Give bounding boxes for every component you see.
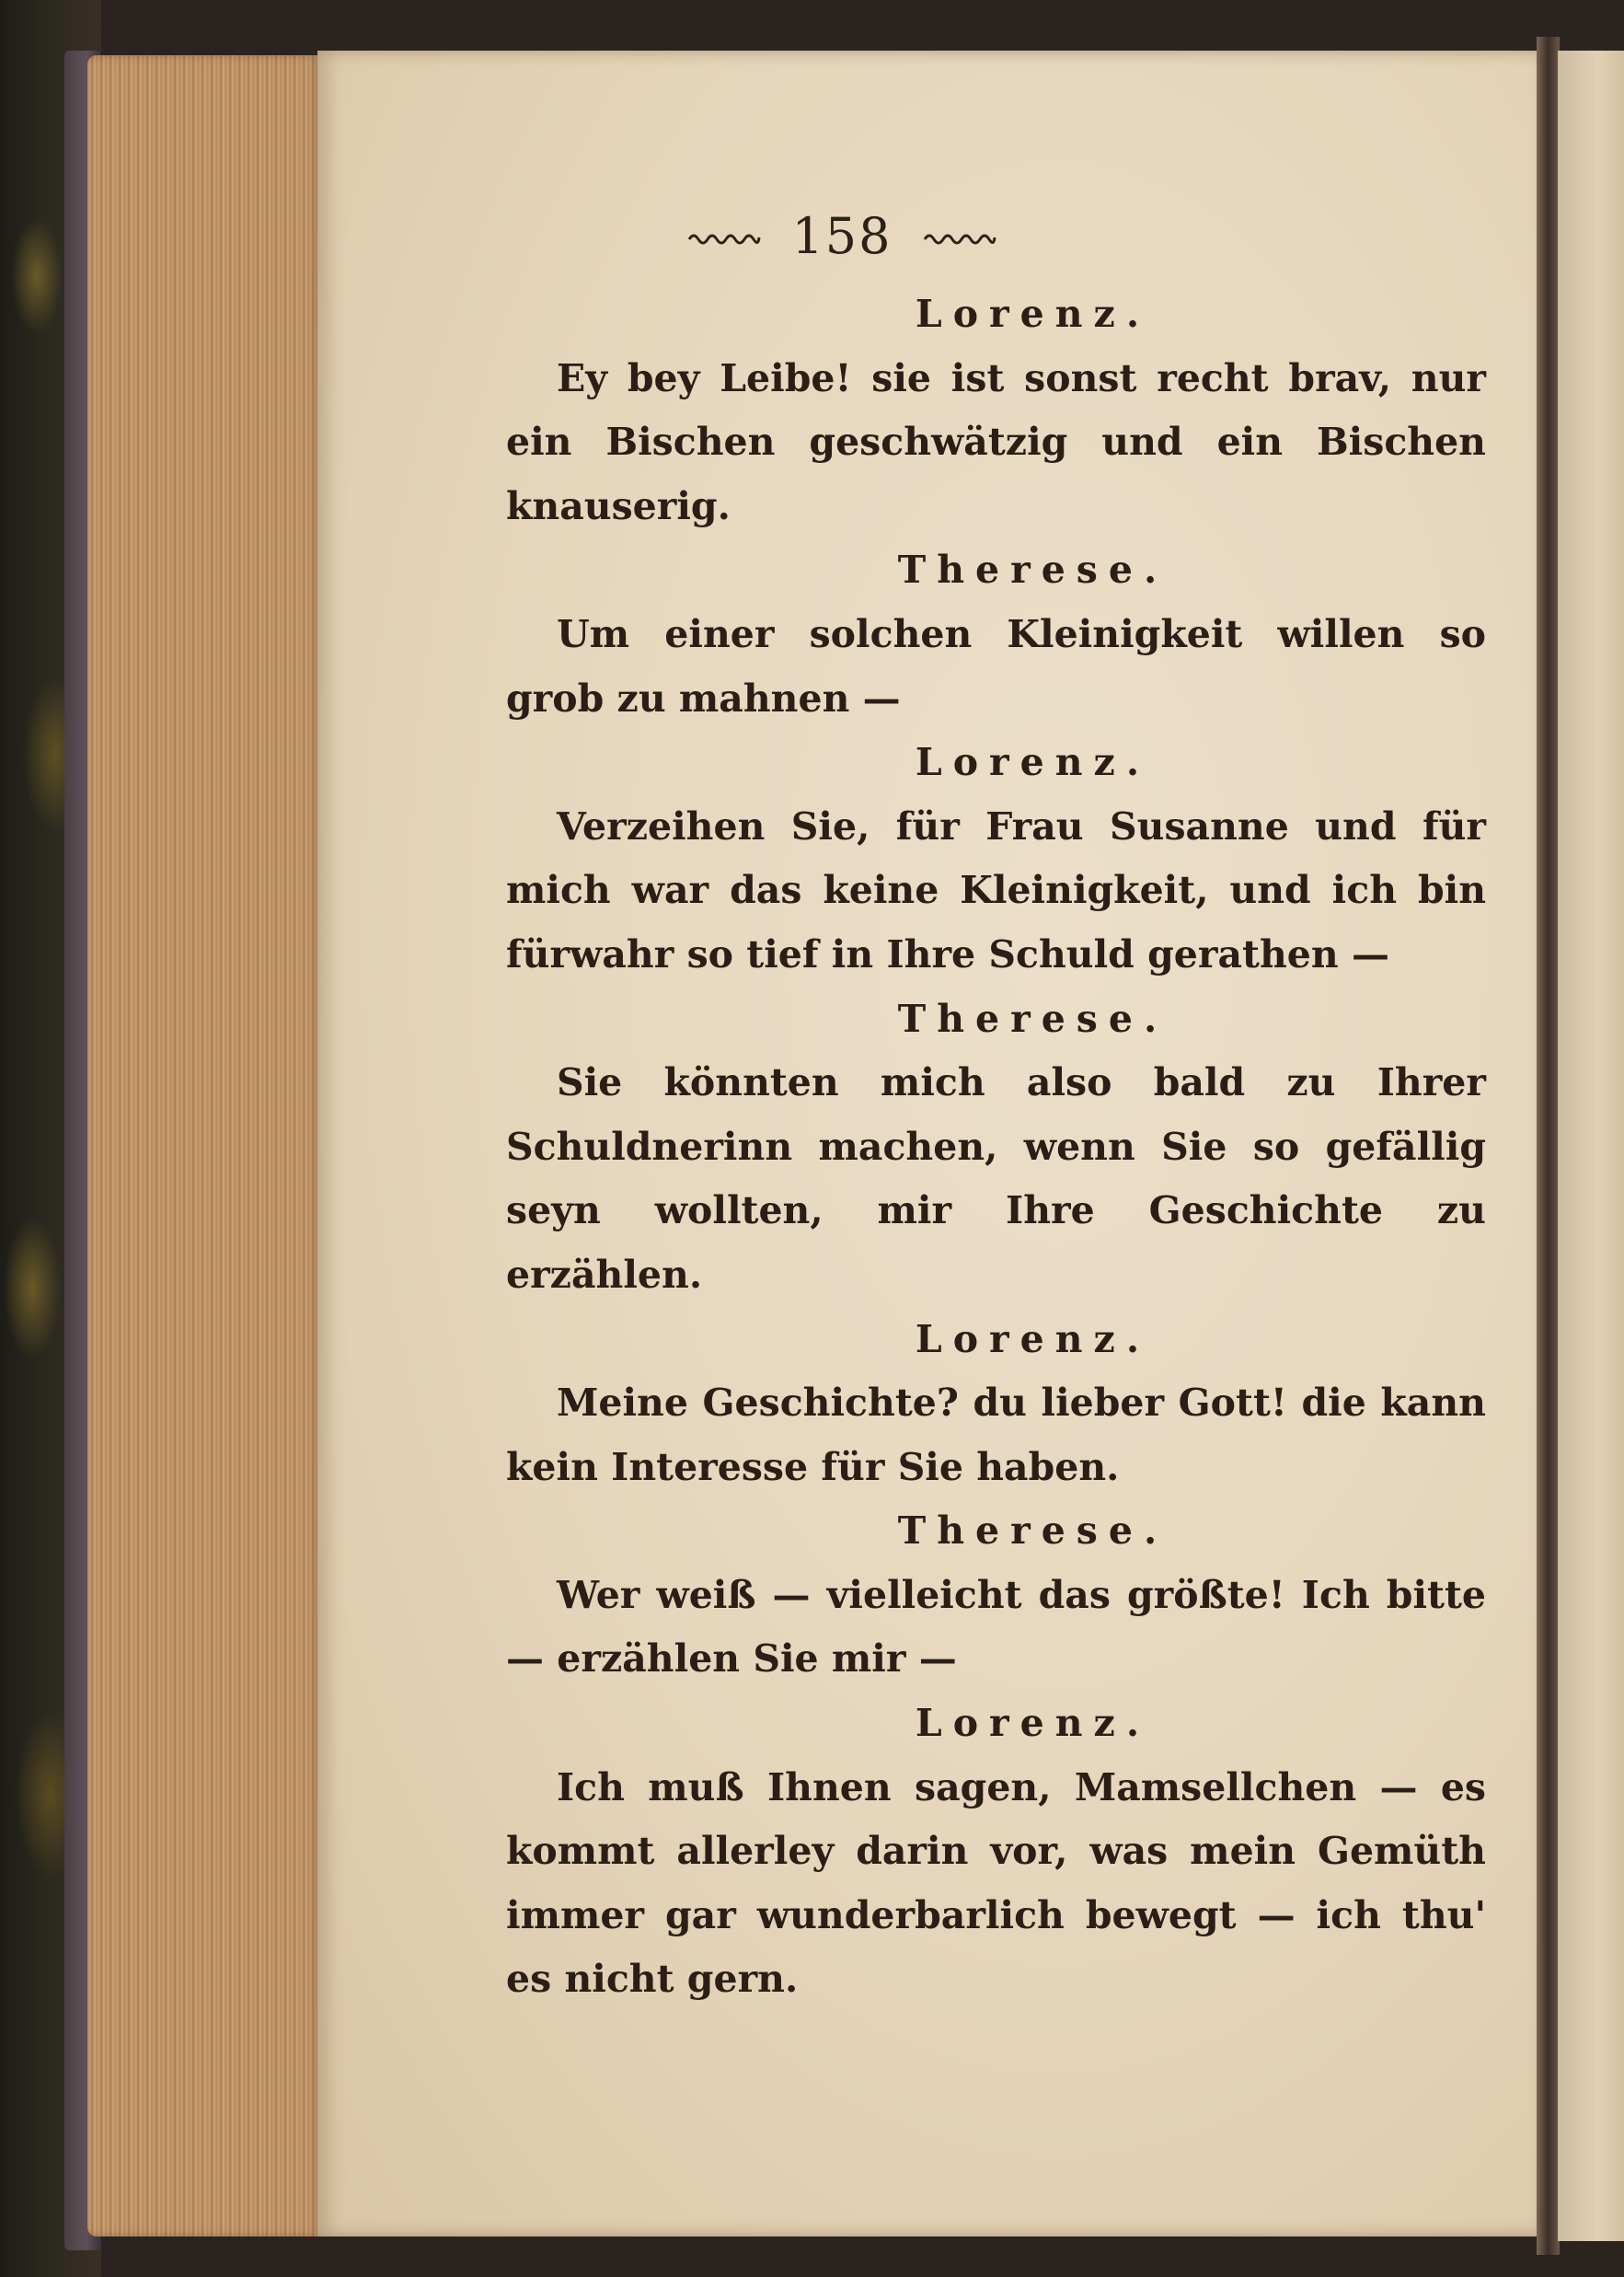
speech-paragraph: Ich muß Ihnen sagen, Mamsellchen — es kommt allerley darin vor, was mein Gemüth immer gar wunderbarlich bewegt — ich thu' es nicht gern. bbox=[506, 1764, 1486, 2002]
speech-paragraph: Um einer solchen Kleinigkeit willen so grob zu mahnen — bbox=[506, 611, 1486, 721]
facing-page-edge bbox=[1558, 51, 1624, 2241]
speech-paragraph: Verzeihen Sie, für Frau Susanne und für mich war das keine Kleinigkeit, und ich bin fürwahr so tief in Ihre Schuld gerathen — bbox=[506, 803, 1486, 977]
speaker-name: Lorenz. bbox=[915, 740, 1151, 785]
speaker-name: Therese. bbox=[897, 996, 1169, 1041]
speech-paragraph: Wer weiß — vielleicht das größte! Ich bitte — erzählen Sie mir — bbox=[506, 1572, 1486, 1682]
speaker-name: Lorenz. bbox=[915, 292, 1151, 336]
speech-paragraph: Ey bey Leibe! sie ist sonst recht brav, nur ein Bischen geschwätzig und ein Bischen knauserig. bbox=[506, 355, 1486, 528]
speaker-name: Lorenz. bbox=[915, 1701, 1151, 1746]
speech-paragraph: Sie könnten mich also bald zu Ihrer Schuldnerinn machen, wenn Sie so gefällig seyn wollten, mir Ihre Geschichte zu erzählen. bbox=[506, 1060, 1486, 1297]
book-page bbox=[317, 51, 1550, 2237]
dialogue-text bbox=[506, 283, 1486, 2012]
page-number: 158 bbox=[791, 207, 893, 265]
tilde-wave-ornament-icon bbox=[923, 226, 996, 247]
speaker-name: Lorenz. bbox=[915, 1316, 1151, 1361]
speaker-name: Therese. bbox=[897, 1508, 1169, 1554]
speaker-name: Therese. bbox=[897, 548, 1169, 593]
book-gutter bbox=[1537, 37, 1560, 2255]
page-block-edges bbox=[87, 55, 322, 2237]
tilde-wave-ornament-icon bbox=[687, 226, 761, 247]
speech-paragraph: Meine Geschichte? du lieber Gott! die kann kein Interesse für Sie haben. bbox=[506, 1381, 1486, 1489]
page-header bbox=[317, 207, 1366, 265]
